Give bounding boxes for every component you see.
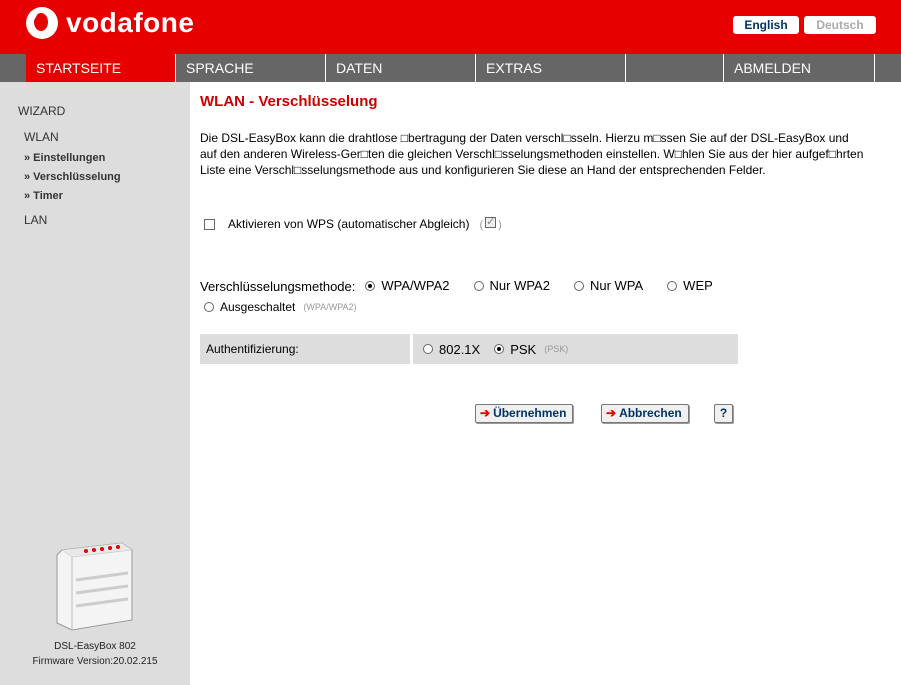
auth-option-label: 802.1X [439,341,481,357]
encryption-option-label: WPA/WPA2 [381,278,450,293]
nav-empty [626,54,724,82]
encryption-option-wpa-wpa2[interactable] [355,276,449,296]
wps-checkbox[interactable] [204,219,215,230]
encryption-option-ausgeschaltet[interactable] [200,297,357,317]
header [0,0,901,54]
sidebar-item-timer[interactable]: » Timer [24,190,63,202]
encryption-row [200,276,760,318]
wps-status: (✓ ) [479,217,501,231]
encryption-label: Verschlüsselungsmethode: [200,279,356,294]
sidebar-item-einstellungen[interactable]: » Einstellungen [24,152,106,164]
radio-ausgeschaltet[interactable] [204,302,214,312]
page-description: Die DSL-EasyBox kann die drahtlose □bertragung der Daten verschl□sseln. Hierzu m□ssen Sie auf der DSL-EasyBox und auf den anderen Wireless-Ger□ten die gleichen Verschl□sselungsmethoden einstellen. W□hlen Sie aus der hier aufgef□hrten Liste eine Verschl□sselungsmethode aus und konfigurieren Sie diese an Hand der entsprechenden Felder. [200,131,864,177]
sidebar-item-verschluesselung[interactable]: » Verschlüsselung [24,171,121,183]
radio-wpa-wpa2[interactable] [365,281,375,291]
wps-row [204,217,502,231]
cancel-label: Abbrechen [619,406,682,420]
encryption-option-label: Nur WPA [589,278,644,293]
auth-label: Authentifizierung: [200,334,410,364]
encryption-option-label: WEP [683,278,713,293]
auth-options [413,334,738,364]
encryption-option-label: Nur WPA2 [489,278,550,293]
vodafone-logo [26,7,194,39]
router-device-image [52,535,137,635]
page-title: WLAN - Verschlüsselung [200,93,378,110]
auth-option-8021x[interactable] [413,342,480,357]
main-nav [0,54,901,82]
radio-wep[interactable] [667,281,677,291]
auth-option-label: PSK [510,341,537,357]
help-button[interactable]: ? [714,404,733,423]
encryption-option-wep[interactable] [657,276,713,296]
radio-psk[interactable] [494,344,504,354]
radio-8021x[interactable] [423,344,433,354]
encryption-option-label: Ausgeschaltet [220,300,296,314]
radio-nur-wpa2[interactable] [474,281,484,291]
nav-daten[interactable]: DATEN [326,54,476,82]
sidebar [0,82,190,685]
arrow-right-icon: ➔ [606,406,617,420]
sidebar-item-lan[interactable]: LAN [24,213,48,227]
wps-label: Aktivieren von WPS (automatischer Abgleich) [228,217,470,231]
encryption-option-nur-wpa2[interactable] [464,276,550,296]
brand-name: vodafone [66,7,195,38]
device-name: DSL-EasyBox 802 [54,641,136,652]
lang-deutsch-button[interactable]: Deutsch [804,16,876,34]
nav-extras[interactable]: EXTRAS [476,54,626,82]
auth-option-psk[interactable] [494,342,568,357]
firmware-version: Firmware Version:20.02.215 [32,656,158,667]
radio-nur-wpa[interactable] [574,281,584,291]
wps-status-checkbox [485,217,496,228]
arrow-right-icon: ➔ [480,406,491,420]
apply-label: Übernehmen [493,406,567,420]
nav-abmelden[interactable]: ABMELDEN [724,54,875,82]
nav-startseite[interactable]: STARTSEITE [26,54,176,82]
sidebar-item-wlan[interactable]: WLAN [24,130,59,144]
apply-button[interactable] [475,404,573,423]
nav-sprache[interactable]: SPRACHE [176,54,326,82]
cancel-button[interactable] [601,404,689,423]
encryption-hint: (WPA/WPA2) [303,302,357,312]
lang-english-button[interactable]: English [733,16,799,34]
sidebar-item-wizard[interactable]: WIZARD [18,104,66,118]
vodafone-speechmark-icon [26,7,58,39]
encryption-option-nur-wpa[interactable] [564,276,643,296]
auth-hint: (PSK) [544,344,569,354]
authentication-row [200,334,738,364]
